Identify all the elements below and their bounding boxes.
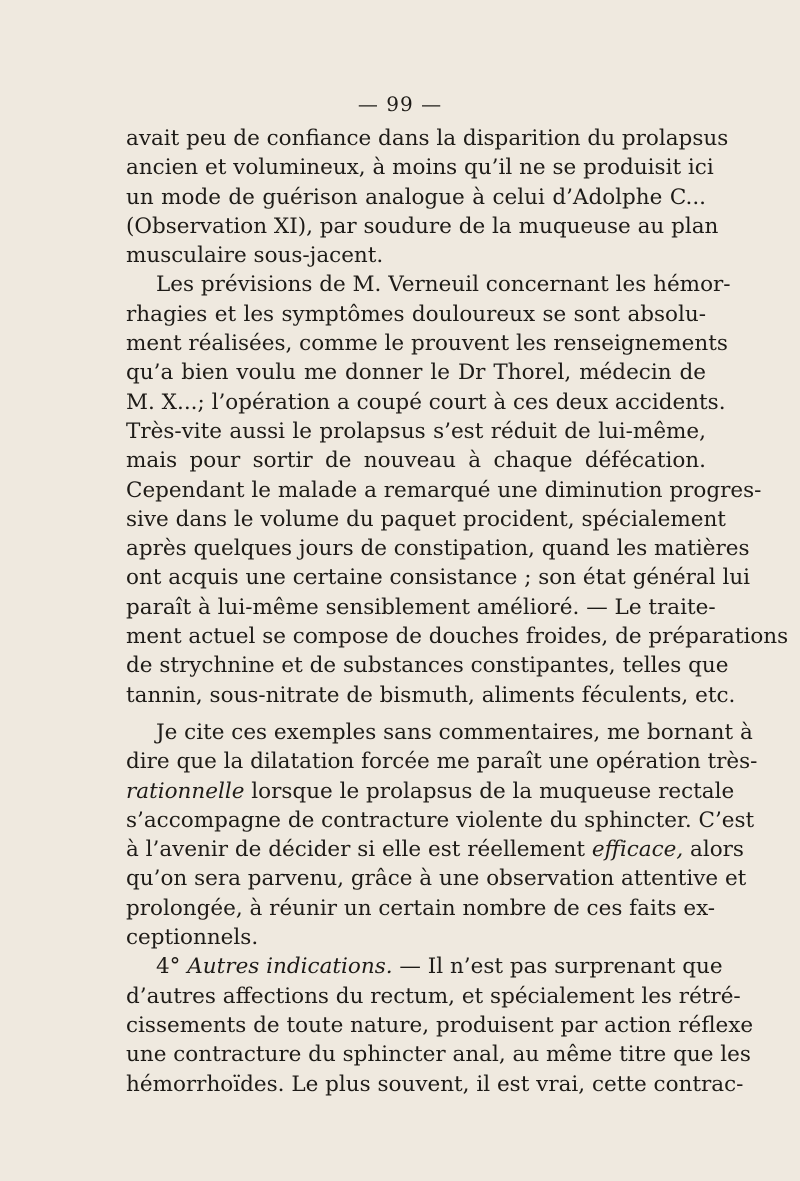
text-line: musculaire sous-jacent. [126,243,384,269]
text-line: s’accompagne de contracture violente du sphincter. C’est [126,807,755,833]
text-line: prolongée, à réunir un certain nombre de ces faits ex- [126,895,716,921]
page-number: — 99 — [357,92,443,116]
paragraph-1 [126,124,729,270]
text-line: une contracture du sphincter anal, au même titre que les [126,1042,751,1068]
text-line: mais pour sortir de nouveau à chaque défécation. [126,448,706,474]
text-line: tannin, sous-nitrate de bismuth, aliments féculents, etc. [126,682,736,708]
paragraph-2 [126,270,789,709]
text-fragment: alors [690,837,744,863]
text-fragment: — Il n’est pas surprenant que [399,954,723,980]
text-line: cissements de toute nature, produisent par action réflexe [126,1012,754,1038]
text-line: paraît à lui-même sensiblement amélioré. — Le traite- [126,594,716,620]
text-line: avait peu de confiance dans la disparition du prolapsus [126,126,729,151]
text-fragment: à l’avenir de décider si elle est réellement [126,837,586,863]
emphasis-rationnelle: rationnelle [126,778,245,804]
text-line: hémorrhoïdes. Le plus souvent, il est vrai, cette contrac- [126,1071,744,1097]
section-number: 4° [156,954,181,980]
paragraph-4 [126,952,754,1098]
text-line: ceptionnels. [126,925,259,951]
text-line: après quelques jours de constipation, quand les matières [126,536,750,562]
text-line: qu’on sera parvenu, grâce à une observation attentive et [126,866,747,892]
text-line: sive dans le volume du paquet procident, spécialement [126,506,726,532]
text-line: ont acquis une certaine consistance ; son état général lui [126,565,751,591]
text-line: dire que la dilatation forcée me paraît une opération très- [126,749,758,775]
text-line: d’autres affections du rectum, et spécialement les rétré- [126,983,741,1009]
text-line-with-emphasis [126,835,744,864]
text-fragment: lorsque le prolapsus de la muqueuse rectale [251,778,735,804]
text-line: Cependant le malade a remarqué une diminution progres- [126,477,762,503]
section-heading: Autres indications. [187,954,393,980]
text-line: ment réalisées, comme le prouvent les renseignements [126,331,728,357]
body-text [126,124,789,1099]
text-line: Je cite ces exemples sans commentaires, me bornant à [156,719,753,745]
text-line: M. X...; l’opération a coupé court à ces deux accidents. [126,389,726,415]
section-heading-line [126,952,723,981]
text-line: de strychnine et de substances constipantes, telles que [126,653,729,679]
text-line: (Observation XI), par soudure de la muqueuse au plan [126,213,719,239]
text-line: Très-vite aussi le prolapsus s’est réduit de lui-même, [126,418,706,444]
text-line: Les prévisions de M. Verneuil concernant les hémor- [156,272,731,298]
text-line: rhagies et les symptômes douloureux se sont absolu- [126,301,706,327]
paragraph-3 [126,718,758,952]
emphasis-efficace: efficace, [591,837,684,863]
text-line: ment actuel se compose de douches froides, de préparations [126,624,789,650]
text-line: un mode de guérison analogue à celui d’Adolphe C... [126,184,706,210]
text-line-with-emphasis [126,777,735,806]
text-line: qu’a bien voulu me donner le Dr Thorel, médecin de [126,360,706,386]
text-line: ancien et volumineux, à moins qu’il ne se produisit ici [126,155,714,181]
